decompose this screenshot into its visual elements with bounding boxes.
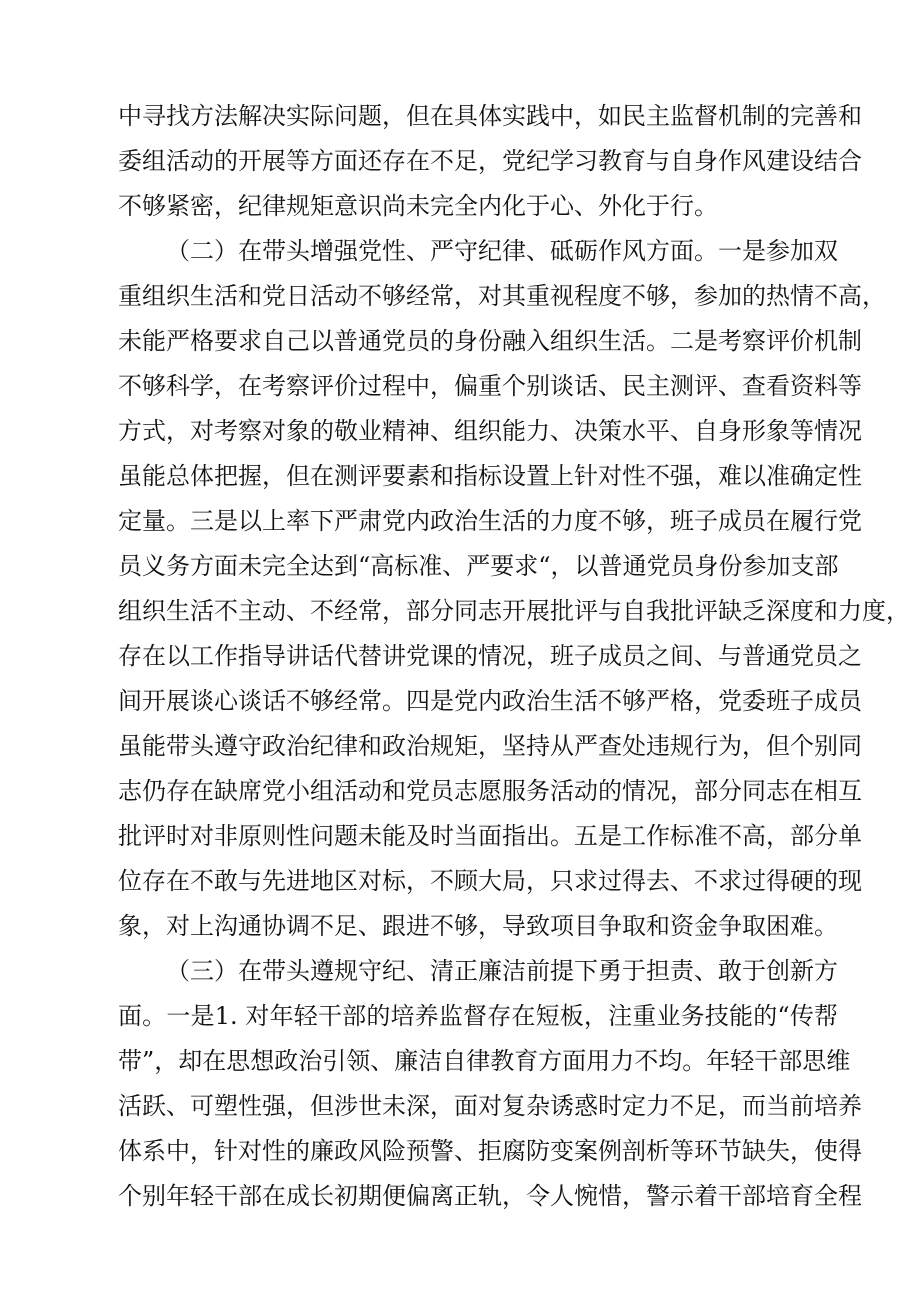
text-line: 虽能总体把握，但在测评要素和指标设置上针对性不强，难以准确定性 bbox=[118, 462, 862, 490]
text-line: 不够科学，在考察评价过程中，偏重个别谈话、民主测评、查看资料等 bbox=[118, 372, 862, 400]
text-line: 批评时对非原则性问题未能及时当面指出。五是工作标准不高，部分单 bbox=[118, 822, 862, 850]
text-line: 志仍存在缺席党小组活动和党员志愿服务活动的情况，部分同志在相互 bbox=[118, 777, 862, 805]
text-line: 组织生活不主动、不经常，部分同志开展批评与自我批评缺乏深度和力度， bbox=[118, 597, 910, 625]
text-line: 重组织生活和党日活动不够经常，对其重视程度不够，参加的热情不高， bbox=[118, 282, 886, 310]
text-line: 活跃、可塑性强，但涉世未深，面对复杂诱惑时定力不足，而当前培养 bbox=[118, 1092, 862, 1120]
text-line: 中寻找方法解决实际问题，但在具体实践中，如民主监督机制的完善和 bbox=[118, 102, 862, 130]
section-heading-line: （三）在带头遵规守纪、清正廉洁前提下勇于担责、敢于创新方 bbox=[166, 957, 838, 985]
text-line: 象，对上沟通协调不足、跟进不够，导致项目争取和资金争取困难。 bbox=[118, 912, 838, 940]
text-line: 未能严格要求自己以普通党员的身份融入组织生活。二是考察评价机制 bbox=[118, 327, 862, 355]
text-line: 方式，对考察对象的敬业精神、组织能力、决策水平、自身形象等情况 bbox=[118, 417, 862, 445]
text-line: 个别年轻干部在成长初期便偏离正轨，令人惋惜，警示着干部培育全程 bbox=[118, 1182, 862, 1210]
section-heading-line: （二）在带头增强党性、严守纪律、砥砺作风方面。一是参加双 bbox=[166, 237, 838, 265]
text-line: 体系中，针对性的廉政风险预警、拒腐防变案例剖析等环节缺失，使得 bbox=[118, 1137, 862, 1165]
text-line: 定量。三是以上率下严肃党内政治生活的力度不够，班子成员在履行党 bbox=[118, 507, 862, 535]
text-line: 员义务方面未完全达到“高标准、严要求“，以普通党员身份参加支部 bbox=[118, 552, 839, 580]
text-line: 委组活动的开展等方面还存在不足，党纪学习教育与自身作风建设结合 bbox=[118, 147, 862, 175]
text-line: 间开展谈心谈话不够经常。四是党内政治生活不够严格，党委班子成员 bbox=[118, 687, 862, 715]
text-line: 带”，却在思想政治引领、廉洁自律教育方面用力不均。年轻干部思维 bbox=[118, 1047, 851, 1075]
text-line: 位存在不敢与先进地区对标，不顾大局，只求过得去、不求过得硬的现 bbox=[118, 867, 862, 895]
text-line: 不够紧密，纪律规矩意识尚未完全内化于心、外化于行。 bbox=[118, 192, 718, 220]
text-line: 虽能带头遵守政治纪律和政治规矩，坚持从严查处违规行为，但个别同 bbox=[118, 732, 862, 760]
text-line: 面。一是1. 对年轻干部的培养监督存在短板，注重业务技能的“传帮 bbox=[118, 1002, 838, 1030]
text-line: 存在以工作指导讲话代替讲党课的情况，班子成员之间、与普通党员之 bbox=[118, 642, 862, 670]
